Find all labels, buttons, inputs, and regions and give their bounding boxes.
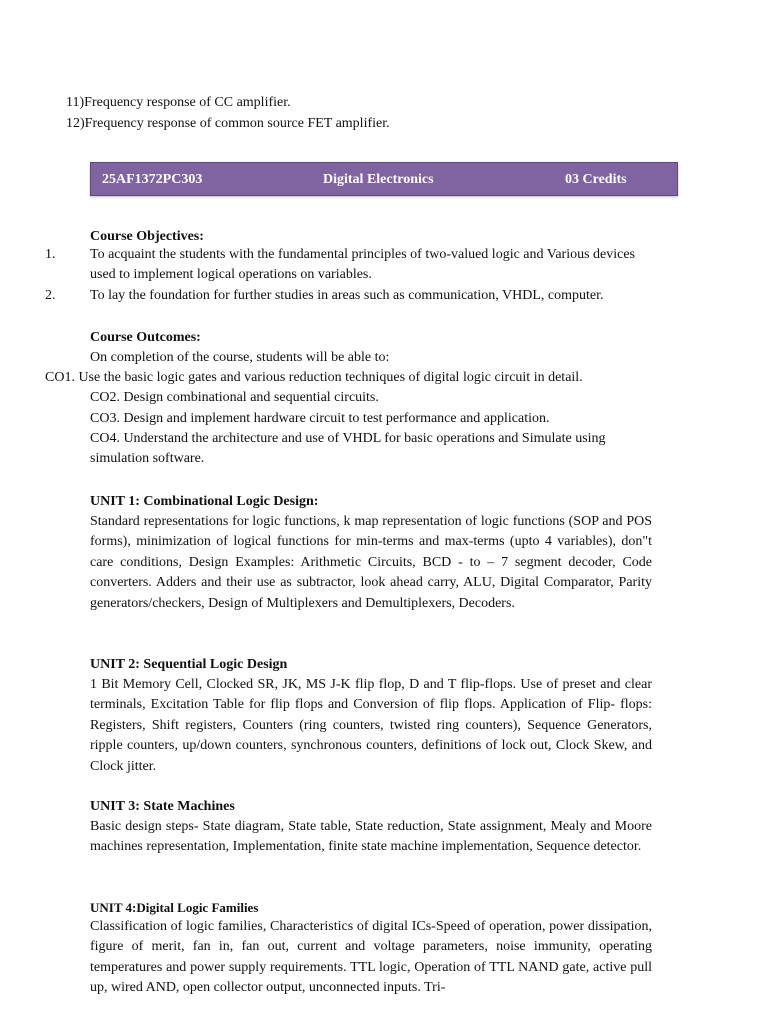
experiment-list — [66, 93, 390, 135]
unit4-heading: UNIT 4:Digital Logic Families — [90, 900, 259, 915]
list-text: Frequency response of CC amplifier. — [84, 95, 291, 110]
list-item — [66, 114, 390, 135]
list-text: Frequency response of common source FET amplifier. — [84, 116, 390, 131]
objective-text: To acquaint the students with the fundamental principles of two-valued logic and Various devices used to implement logical operations on variables. — [90, 247, 636, 283]
objective-number: 2. — [45, 288, 56, 303]
list-item — [66, 93, 390, 114]
outcomes-heading: Course Outcomes: — [90, 330, 201, 345]
course-banner — [90, 162, 678, 196]
course-credits: 03 Credits — [565, 172, 627, 187]
unit3-body: Basic design steps- State diagram, State table, State reduction, State assignment, Mealy and Moore machines representation, Implementation, finite state machine implementation, Sequence detector. — [90, 819, 652, 855]
unit3-heading: UNIT 3: State Machines — [90, 799, 235, 814]
course-code: 25AF1372PC303 — [102, 172, 203, 187]
objective-text: To lay the foundation for further studies in areas such as communication, VHDL, computer. — [90, 288, 604, 303]
list-number: 12) — [66, 116, 85, 131]
outcomes-intro: On completion of the course, students will be able to: — [90, 350, 390, 365]
objectives-heading: Course Objectives: — [90, 229, 204, 244]
course-title: Digital Electronics — [323, 172, 434, 187]
unit4-body: Classification of logic families, Characteristics of digital ICs-Speed of operation, power dissipation, figure of merit, fan in, fan out, current and voltage parameters, noise immunity, operating temperatures and power supply requirements. TTL logic, Operation of TTL NAND gate, active pull up, wired AND, open collector output, unconnected inputs. Tri- — [90, 919, 652, 996]
objective-number: 1. — [45, 247, 56, 262]
outcome-co1: CO1. Use the basic logic gates and various reduction techniques of digital logic circuit in detail. — [45, 370, 583, 385]
outcome-co3: CO3. Design and implement hardware circuit to test performance and application. — [90, 411, 550, 426]
list-number: 11) — [66, 95, 85, 110]
unit1-body: Standard representations for logic functions, k map representation of logic functions (SOP and POS forms), minimization of logical functions for min-terms and max-terms (upto 4 variables), don"t care conditions, Design Examples: Arithmetic Circuits, BCD - to – 7 segment decoder, Code converters. Adders and their use as subtractor, look ahead carry, ALU, Digital Comparator, Parity generators/checkers, Design of Multiplexers and Demultiplexers, Decoders. — [90, 514, 652, 611]
outcome-co2: CO2. Design combinational and sequential circuits. — [90, 390, 379, 405]
unit2-heading: UNIT 2: Sequential Logic Design — [90, 657, 288, 672]
unit2-body: 1 Bit Memory Cell, Clocked SR, JK, MS J-K flip flop, D and T flip-flops. Use of preset and clear terminals, Excitation Table for flip flops and Conversion of flip flops. Application of Flip- flops: Registers, Shift registers, Counters (ring counters, twisted ring counters), Sequence Generators, ripple counters, up/down counters, synchronous counters, definitions of lock out, Clock Skew, and Clock jitter. — [90, 677, 652, 774]
outcome-co4: CO4. Understand the architecture and use of VHDL for basic operations and Simulate using simulation software. — [90, 431, 606, 467]
objectives-list — [0, 245, 768, 305]
unit1-heading: UNIT 1: Combinational Logic Design: — [90, 494, 319, 509]
